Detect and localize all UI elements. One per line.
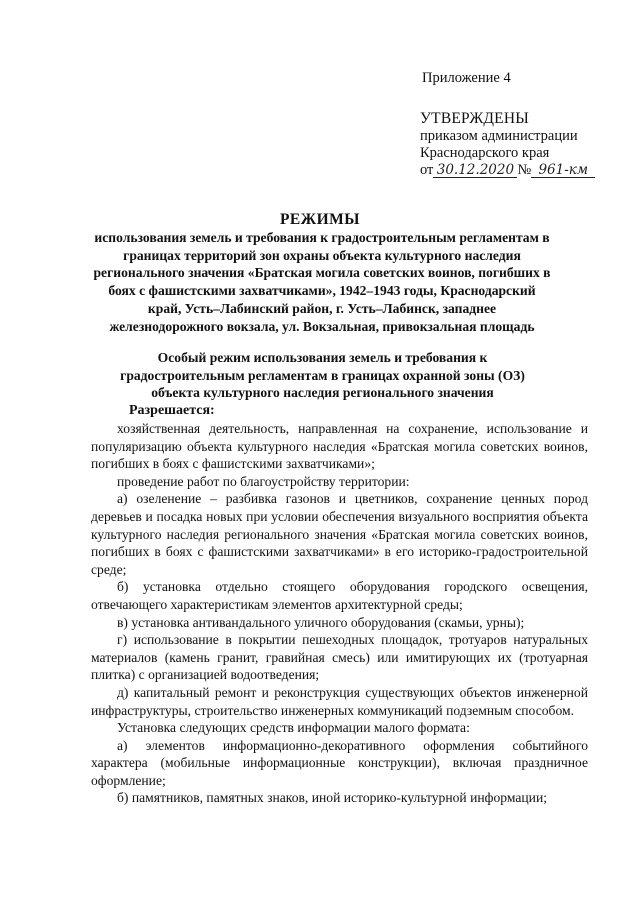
allowed-label: Разрешается: [129, 403, 215, 418]
document-title: РЕЖИМЫ [279, 211, 361, 228]
approval-block [420, 110, 595, 179]
order-line-2: Краснодарского края [420, 145, 550, 161]
annex-label: Приложение 4 [422, 70, 511, 86]
paragraph: г) использование в покрытии пешеходных площадок, тротуаров натуральных материалов (камень гранит, гравийная смесь) или имитирующих их (тротуарная плитка) с организацией водоотведения; [91, 632, 588, 683]
paragraph: проведение работ по благоустройству территории: [117, 473, 410, 489]
paragraph: а) элементов информационно-декоративного оформления событийного характера (мобильные информационные конструкции), включая праздничное оформление; [91, 737, 588, 788]
document-subtitle: использования земель и требования к градостроительным регламентам в границах территорий зон охраны объекта культурного наследия регионального значения «Братская могила советских воинов, погибших в боях с фашистскими захватчиками», 1942–1943 годы, Краснодарский край, Усть–Лабинский район, г. Усть–Лабинск, западнее железнодорожного вокзала, ул. Вокзальная, привокзальная площадь [93, 230, 551, 334]
paragraph: Установка следующих средств информации малого формата: [117, 720, 470, 736]
approved-heading: УТВЕРЖДЕНЫ [420, 110, 529, 127]
paragraph: б) памятников, памятных знаков, иной историко-культурной информации; [117, 790, 547, 806]
handwritten-date: 30.12.2020 [433, 163, 517, 178]
handwritten-number: 961-км [531, 163, 595, 178]
paragraph: а) озеленение – разбивка газонов и цветников, сохранение ценных пород деревьев и посадка новых при условии обеспечения визуального восприятия объекта культурного наследия регионального значения «Братская могила советских воинов, погибших в боях с фашистскими захватчиками» в его историко-градостроительной среде; [91, 491, 588, 577]
from-label: от [420, 162, 434, 178]
document-body [91, 420, 588, 807]
paragraph: б) установка отдельно стоящего оборудования городского освещения, отвечающего характеристикам элементов архитектурной среды; [91, 579, 588, 612]
paragraph: хозяйственная деятельность, направленная на сохранение, использование и популяризацию объекта культурного наследия «Братская могила советских воинов, погибших в боях с фашистскими захватчиками»; [91, 421, 588, 472]
order-line-1: приказом администрации [420, 128, 578, 144]
paragraph: в) установка антивандального уличного оборудования (скамьи, урны); [117, 614, 525, 630]
order-date-line [420, 162, 595, 179]
number-label: № [517, 162, 532, 178]
section-title: Особый режим использования земель и требования к градостроительным регламентам в границах охранной зоны (ОЗ) объекта культурного наследия регионального значения [120, 350, 525, 400]
paragraph: д) капитальный ремонт и реконструкция существующих объектов инженерной инфраструктуры, строительство инженерных коммуникаций подземным способом. [91, 684, 588, 718]
